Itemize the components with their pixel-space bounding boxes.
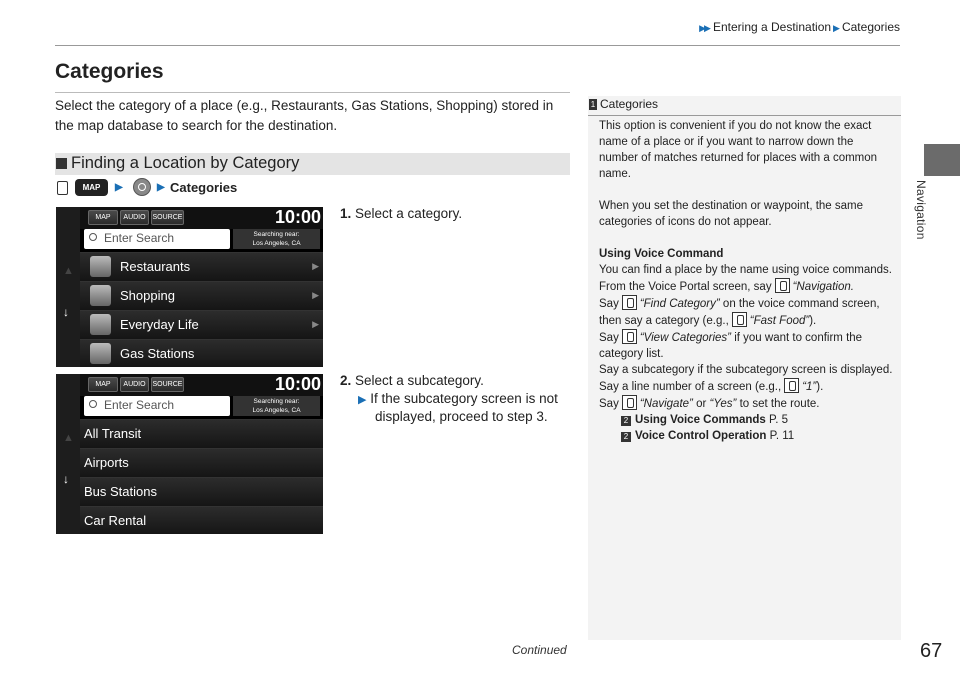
substep-text: displayed, proceed to step 3. [375, 409, 548, 424]
chevron-right-icon: ▶ [312, 261, 319, 271]
list-item-car-rental[interactable] [80, 506, 323, 534]
list-item-shopping[interactable] [80, 281, 323, 310]
note-paragraph: Say a line number of a screen (e.g., “1”). [599, 378, 895, 395]
list-item-label: Bus Stations [84, 484, 157, 499]
home-icon [57, 181, 68, 195]
step-text: Select a subcategory. [355, 373, 484, 388]
search-icon [89, 233, 97, 241]
breadcrumb-separator-icon: ▶ [833, 23, 840, 33]
section-heading [55, 153, 570, 175]
scroll-down-icon[interactable]: ↓ [63, 305, 69, 319]
chevron-right-icon: ▶ [312, 290, 319, 300]
search-placeholder: Enter Search [104, 231, 175, 245]
list-item-label: Gas Stations [120, 346, 195, 361]
scroll-up-icon[interactable]: ▲ [63, 265, 74, 277]
reference-icon: 2 [621, 432, 631, 442]
screen-categories [56, 207, 323, 367]
source-button[interactable]: SOURCE [151, 377, 184, 392]
searching-near-location: Los Angeles, CA [252, 240, 301, 247]
top-bar [80, 374, 323, 396]
note-paragraph: You can find a place by the name using voice commands. [599, 264, 893, 276]
section-title: Finding a Location by Category [71, 154, 300, 172]
header-rule [55, 45, 900, 46]
step-1 [340, 204, 462, 223]
list-item-label: Restaurants [120, 259, 191, 274]
map-button[interactable]: MAP [88, 377, 118, 392]
scroll-down-icon[interactable]: ↓ [63, 472, 69, 486]
page-number: 67 [920, 640, 943, 662]
gas-station-icon [90, 343, 111, 364]
breadcrumb [699, 20, 900, 34]
searching-near-button[interactable] [233, 229, 320, 249]
list-item-label: Shopping [120, 288, 175, 303]
scroll-rail [56, 207, 80, 367]
voice-command-icon [622, 395, 637, 410]
section-tab-marker [924, 144, 960, 176]
list-item-label: All Transit [84, 426, 142, 441]
note-paragraph: Say “View Categories” if you want to confirm the category list. [599, 329, 895, 362]
note-subheading: Using Voice Command [599, 248, 724, 260]
continued-label: Continued [512, 643, 567, 657]
search-placeholder: Enter Search [104, 398, 175, 412]
scroll-rail [56, 374, 80, 534]
everyday-life-icon [90, 314, 111, 335]
note-paragraph: When you set the destination or waypoint, the same categories of icons do not appear. [599, 200, 864, 228]
note-paragraph: This option is convenient if you do not know the exact name of a place or if you want to narrow down the number of matches returned for places with a common name. [599, 120, 878, 180]
list-item-airports[interactable] [80, 448, 323, 477]
intro-text: Select the category of a place (e.g., Restaurants, Gas Stations, Shopping) stored in the map database to search for the destination. [55, 98, 554, 133]
note-paragraph: Say “Find Category” on the voice command screen, then say a category (e.g., “Fast Food”). [599, 295, 895, 329]
shopping-icon [90, 285, 111, 306]
note-paragraph: Say a subcategory if the subcategory screen is displayed. [599, 364, 893, 376]
voice-command-icon [784, 378, 799, 393]
list-item-everyday-life[interactable] [80, 310, 323, 339]
list-item-gas-stations[interactable] [80, 339, 323, 367]
step-text: Select a category. [355, 206, 463, 221]
page-title: Categories [55, 60, 164, 83]
list-item-bus-stations[interactable] [80, 477, 323, 506]
arrow-icon: ▶ [358, 394, 367, 406]
map-button[interactable]: MAP [88, 210, 118, 225]
voice-command-icon [622, 295, 637, 310]
search-icon [89, 400, 97, 408]
screen-subcategories [56, 374, 323, 534]
arrow-icon: ▶ [157, 182, 165, 193]
searching-near-label: Searching near: [253, 231, 300, 238]
list-item-restaurants[interactable] [80, 252, 323, 281]
source-button[interactable]: SOURCE [151, 210, 184, 225]
chevron-right-icon: ▶ [312, 319, 319, 329]
step-number: 1. [340, 206, 352, 221]
audio-button[interactable]: AUDIO [120, 377, 149, 392]
list-item-label: Car Rental [84, 513, 147, 528]
breadcrumb-item[interactable]: Entering a Destination [712, 20, 832, 34]
step-2 [340, 371, 484, 390]
note-header [588, 96, 901, 116]
map-button[interactable]: MAP [75, 179, 108, 196]
arrow-icon: ▶ [115, 182, 123, 193]
breadcrumb-item[interactable]: Categories [841, 20, 900, 34]
section-tab-label: Navigation [914, 180, 928, 240]
top-bar [80, 207, 323, 229]
breadcrumb-arrow-icon: ▶▶ [699, 23, 709, 33]
substep-text: If the subcategory screen is not [370, 391, 558, 406]
voice-command-icon [622, 329, 637, 344]
title-rule [55, 92, 570, 93]
searching-near-location: Los Angeles, CA [252, 407, 301, 414]
clock: 10:00 [275, 374, 322, 394]
cross-reference[interactable]: 2 Using Voice Commands P. 5 [599, 412, 895, 428]
section-square-icon [56, 158, 67, 169]
side-note [588, 96, 901, 640]
search-icon[interactable] [133, 178, 151, 196]
scroll-up-icon[interactable]: ▲ [63, 432, 74, 444]
step-number: 2. [340, 373, 352, 388]
list-item-all-transit[interactable] [80, 419, 323, 448]
section-tab [914, 180, 946, 250]
path-destination: Categories [170, 180, 238, 195]
search-input[interactable] [84, 229, 230, 249]
clock: 10:00 [275, 207, 322, 227]
note-paragraph: Say “Navigate” or “Yes” to set the route. [599, 395, 895, 412]
audio-button[interactable]: AUDIO [120, 210, 149, 225]
note-badge: 1 [590, 100, 596, 109]
list-item-label: Everyday Life [120, 317, 199, 332]
list-item-label: Airports [84, 455, 129, 470]
search-input[interactable] [84, 396, 230, 416]
note-body [599, 118, 895, 444]
note-paragraph: From the Voice Portal screen, say “Navigation. [599, 278, 895, 295]
voice-command-icon [775, 278, 790, 293]
searching-near-button[interactable] [233, 396, 320, 416]
voice-command-icon [732, 312, 747, 327]
reference-icon: 2 [621, 416, 631, 426]
restaurant-icon [90, 256, 111, 277]
note-title: Categories [600, 97, 659, 111]
searching-near-label: Searching near: [253, 398, 300, 405]
step-2-substep-cont [375, 407, 548, 426]
cross-reference[interactable]: 2 Voice Control Operation P. 11 [599, 428, 895, 444]
